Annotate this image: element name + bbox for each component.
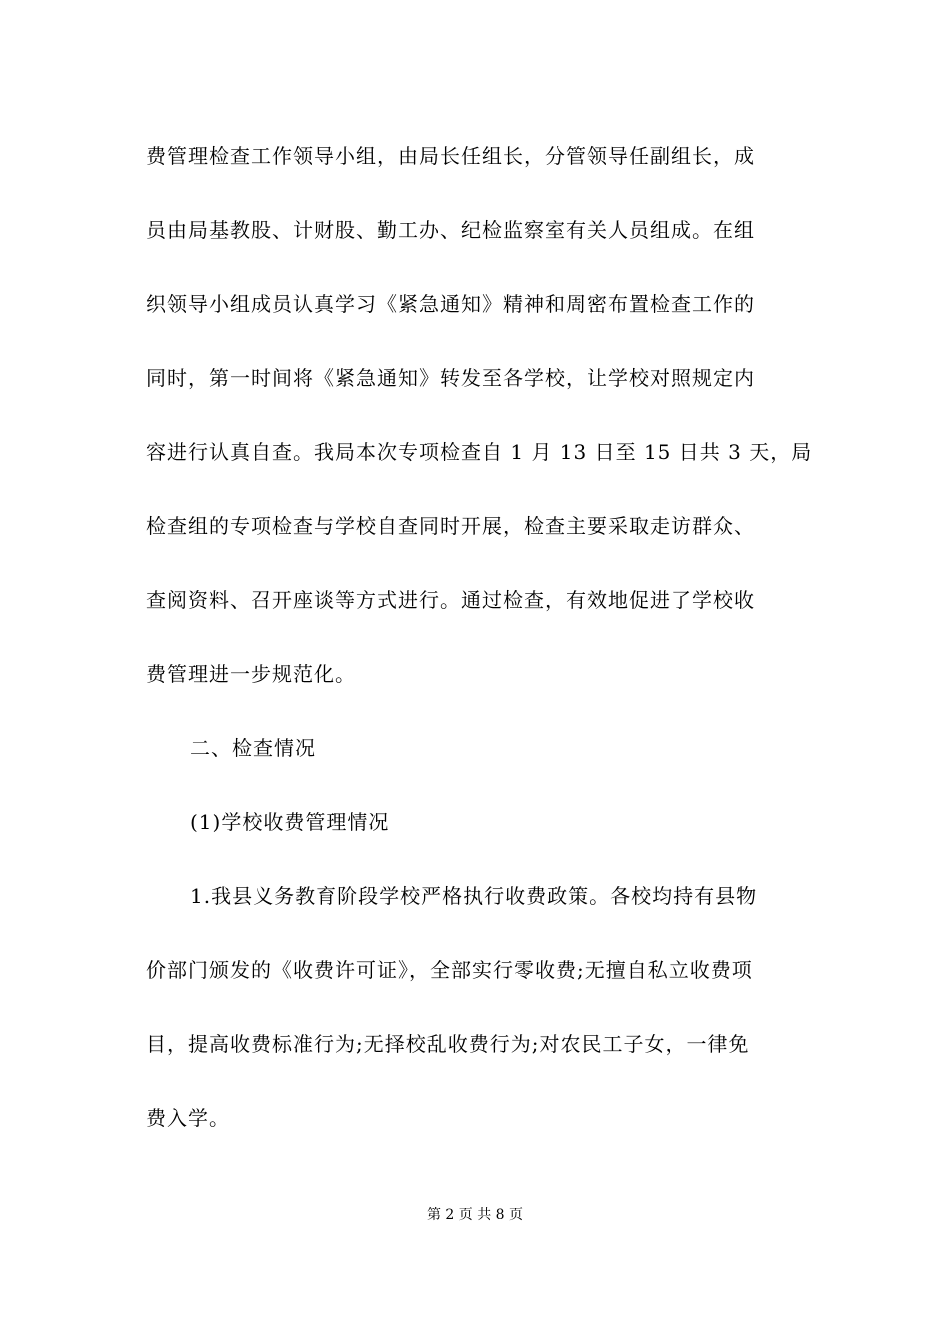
body-text-line: 容进行认真自查。我局本次专项检查自 1 月 13 日至 15 日共 3 天，局 (146, 440, 813, 464)
body-text-line: 查阅资料、召开座谈等方式进行。通过检查，有效地促进了学校收 (146, 588, 755, 612)
body-text-line: 同时，第一时间将《紧急通知》转发至各学校，让学校对照规定内 (146, 366, 755, 390)
body-text-line: 织领导小组成员认真学习《紧急通知》精神和周密布置检查工作的 (146, 292, 755, 316)
body-text-line: 费入学。 (146, 1106, 230, 1130)
body-text-line: 检查组的专项检查与学校自查同时开展，检查主要采取走访群众、 (146, 514, 755, 538)
body-text-line: 1.我县义务教育阶段学校严格执行收费政策。各校均持有县物 (190, 884, 758, 908)
body-text-line: 价部门颁发的《收费许可证》，全部实行零收费;无擅自私立收费项 (146, 958, 753, 982)
body-text-line: 费管理进一步规范化。 (146, 662, 356, 686)
page-number-footer: 第 2 页 共 8 页 (426, 1207, 524, 1223)
body-text-line: 费管理检查工作领导小组，由局长任组长，分管领导任副组长，成 (146, 144, 755, 168)
section-heading: 二、检查情况 (190, 736, 316, 760)
body-text-line: 员由局基教股、计财股、勤工办、纪检监察室有关人员组成。在组 (146, 218, 755, 242)
subsection-heading: (1)学校收费管理情况 (190, 810, 390, 834)
body-text-line: 目，提高收费标准行为;无择校乱收费行为;对农民工子女，一律免 (146, 1032, 750, 1056)
